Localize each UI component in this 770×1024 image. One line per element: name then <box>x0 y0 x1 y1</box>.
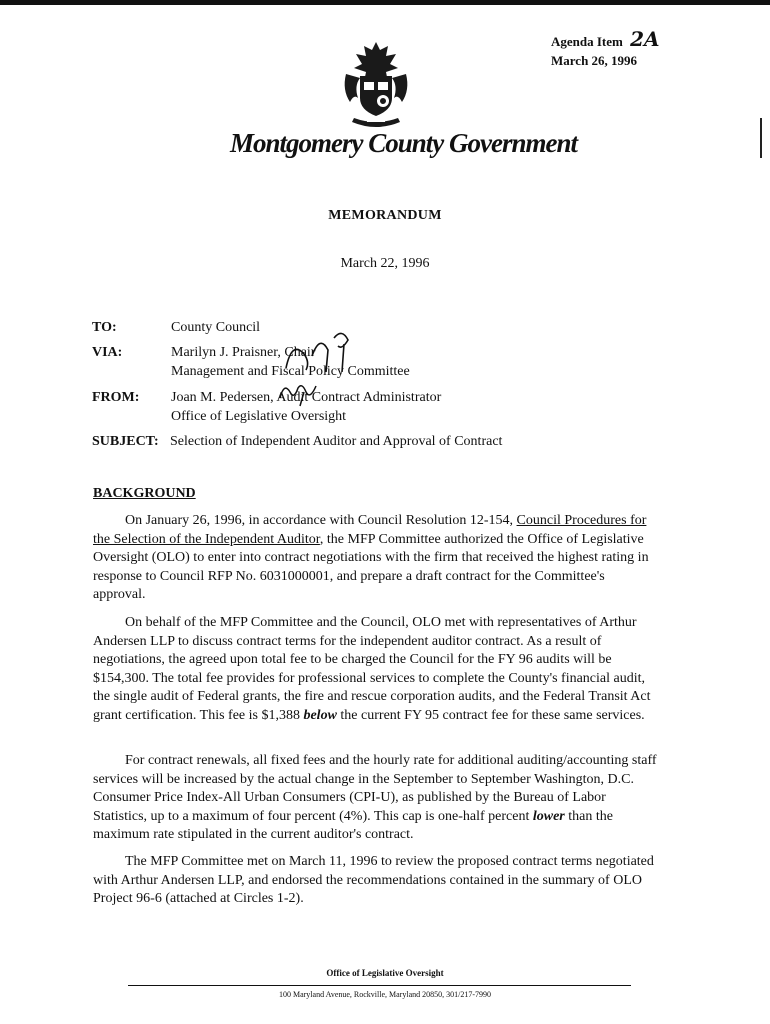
memo-title: MEMORANDUM <box>328 208 442 223</box>
p3-text-start: For contract renewals, all fixed fees and the hourly rate for additional auditing/accounting staff services will be increased by the actual change in the September to September Washington, D.C. Consumer Price Index-All Urban Consumers (CPI-U), as published by the Bureau of Labor Statistics, up to a maximum of four percent (4%). This cap is one-half percent <box>93 753 657 824</box>
organization-name: Montgomery County Government <box>230 128 578 158</box>
county-seal-icon <box>336 38 416 134</box>
background-paragraph-4: The MFP Committee met on March 11, 1996 to review the proposed contract terms negotiated with Arthur Andersen LLP, and endorsed the recommendations contained in the summary of OLO Project 96-6 (attached at Circles 1-2). <box>93 854 654 906</box>
agenda-date: March 26, 1996 <box>551 53 638 68</box>
via-line-2: Management and Fiscal Policy Committee <box>171 364 410 379</box>
agenda-block <box>551 27 660 70</box>
p1-text-start: On January 26, 1996, in accordance with Council Resolution 12-154, <box>125 513 517 528</box>
agenda-label: Agenda Item <box>551 34 623 49</box>
council-procedures-reference: Council Procedures for the Selection of the Independent Auditor <box>93 513 647 547</box>
via-label: VIA: <box>92 345 123 360</box>
memo-date: March 22, 1996 <box>340 256 430 271</box>
background-paragraph-3 <box>93 752 659 845</box>
footer-divider <box>128 985 631 986</box>
from-line-1: Joan M. Pedersen, Audit Contract Administrator <box>171 390 442 405</box>
from-label: FROM: <box>92 390 140 405</box>
subject-value: Selection of Independent Auditor and Approval of Contract <box>170 434 503 449</box>
background-heading: BACKGROUND <box>93 486 196 501</box>
scan-margin-mark <box>760 118 762 158</box>
lower-emphasis: lower <box>532 808 565 824</box>
to-value: County Council <box>171 320 261 335</box>
p2-text-start: On behalf of the MFP Committee and the Council, OLO met with representatives of Arthur Andersen LLP to discuss contract terms for the independent auditor contract. As a result of negotiations, the agreed upon total fee to be charged the Council for the FY 96 audits will be $154,300. The total fee provides for professional services to complete the County's financial audit, the single audit of Federal grants, the fire and rescue corporation audits, and the Federal Transit Act grant certification. This fee is $1,388 <box>93 615 651 723</box>
footer-office: Office of Legislative Oversight <box>326 968 444 978</box>
subject-label: SUBJECT: <box>92 434 159 449</box>
footer-address: 100 Maryland Avenue, Rockville, Maryland 20850, 301/217-7990 <box>278 990 492 999</box>
p1-text-end: , the MFP Committee authorized the Office of Legislative Oversight (OLO) to enter into contract negotiations with the firm that received the highest rating in response to Council RFP No. 6031000001, and prepare a draft contract for the Committee's approval. <box>93 531 649 602</box>
p2-text-end: the current FY 95 contract fee for these same services. <box>336 707 645 723</box>
top-scan-border <box>0 0 770 5</box>
background-paragraph-1 <box>93 512 659 605</box>
below-emphasis: below <box>303 707 337 723</box>
to-label: TO: <box>92 320 117 335</box>
background-paragraph-2 <box>93 614 659 725</box>
chair-initials-signature <box>282 326 372 378</box>
via-line-1: Marilyn J. Praisner, Chair <box>171 345 316 360</box>
agenda-number: 2A <box>630 27 660 51</box>
p3-text-end: than the maximum rate stipulated in the current auditor's contract. <box>93 808 613 842</box>
from-line-2: Office of Legislative Oversight <box>171 409 347 424</box>
pedersen-initials-signature <box>276 378 326 408</box>
